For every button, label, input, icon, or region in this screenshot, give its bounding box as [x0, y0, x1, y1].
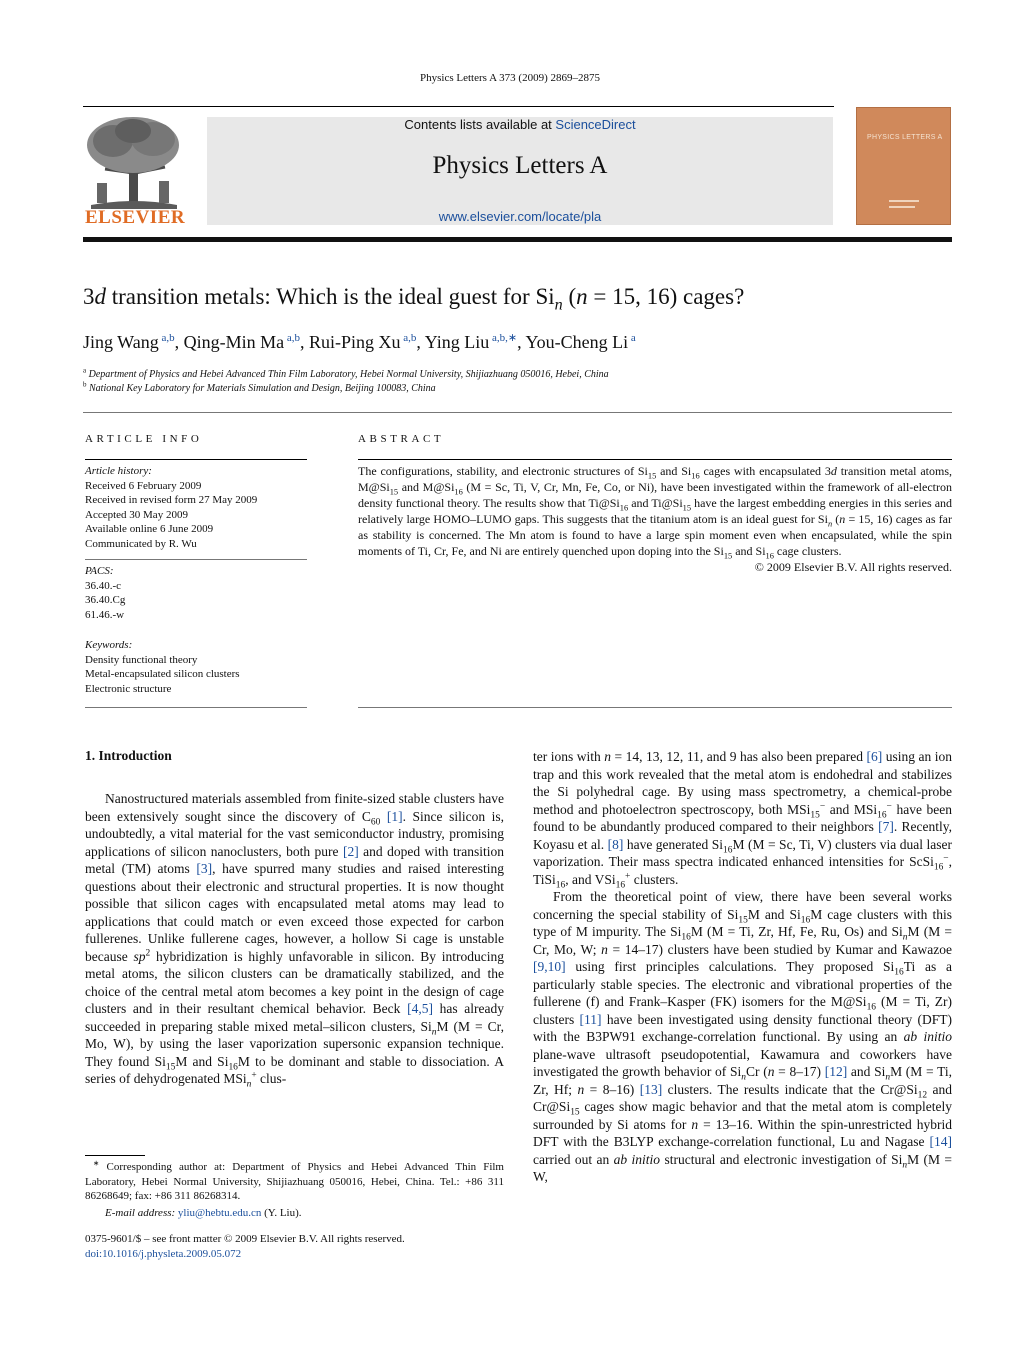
bottom-info [85, 1232, 405, 1261]
affiliation-a: $^a$ Department of Physics and Hebei Advanced Thin Film Laboratory, Hebei Normal University, Shijiazhuang 050016, Hebei, China [83, 366, 609, 380]
keywords-block [85, 638, 240, 696]
journal-citation: Physics Letters A 373 (2009) 2869–2875 [420, 72, 600, 84]
abstract-block [358, 463, 952, 575]
journal-url-link[interactable]: www.elsevier.com/locate/pla [438, 209, 602, 224]
section-heading: 1. Introduction [85, 748, 172, 763]
body-paragraph: From the theoretical point of view, there have been several works concerning the special stability of $Si_{15}M$ and $Si_{16}M$ cage clusters with this type of M impurity. The $Si_{16}M$ (M = Ti, Zr, Hf, Fe, Ru, Os) and $Si_nM$ (M = Cr, Mo, W; n = 14–17) clusters have been studied by Kumar and Kawazoe [9,10] using first principles calculations. They proposed $Si_{16}Ti$ as a particularly stable species. The electronic and vibrational properties of the fullerene (f) and Frank–Kasper (FK) isomers for the $M@Si_{16}$ (M = Ti, Zr) clusters [11] have been investigated using density functional theory (DFT) with the B3PW91 exchange-correlation functional. By using an ab initio plane-wave ultrasoft pseudopotential, Kawamura and coworkers have investigated the growth behavior of $Si_nCr$ (n = 8–17) [12] and $Si_nM$ (M = Ti, Zr, Hf; n = 8–16) [13] clusters. The results indicate that the $Cr@Si_{12}$ and $Cr@Si_{15}$ cages show magic behavior and that the metal atom is completely surrounded by Si atoms for n = 13–16. Within the spin-unrestricted hybrid DFT with the B3LYP exchange-correlation functional, Lu and Nagase [14] carried out an ab initio structural and electronic investigation of $Si_nM$ (M = W, [533, 889, 953, 1184]
cover-line-decoration [889, 200, 919, 202]
history-item: Available online 6 June 2009 [85, 523, 214, 535]
abstract-text: The configurations, stability, and electronic structures of $Si_{15}$ and $Si_{16}$ cages with encapsulated 3d transition metal atoms, $M@Si_{15}$ and $M@Si_{16}$ (M = Sc, Ti, V, Cr, Mn, Fe, Co, or Ni), have been investigated within the framework of all-electron density functional theory. The results show that $Ti@Si_{16}$ and $Ti@Si_{15}$ have the largest embedding energies in this series and relatively large HOMO–LUMO gaps. This suggests that the titanium atom is an ideal guest for $Si_n$ (n = 15, 16) cages as far as stability is concerned. The Mn atom is found to have a large spin moment even when encapsulated, while the spin moments of Ti, Cr, Fe, and Ni are entirely quenched upon doping into the $Si_{15}$ and $Si_{16}$ cage clusters. [358, 464, 953, 561]
reference-link[interactable]: [12] [824, 1064, 848, 1079]
email-link[interactable]: yliu@hebtu.edu.cn [177, 1206, 262, 1219]
email-label: E-mail address: [105, 1206, 176, 1219]
body-paragraph: ter ions with n = 14, 13, 12, 11, and 9 has also been prepared [6] using an ion trap and this work revealed that the metal atom is endohedral and stabilizes the Si polyhedral cage. By using mass spectrometry, a chemical-probe method and photoelectron spectroscopy, both MSi$_{15}$− and MSi$_{16}$− have been found to be abundantly produced compared to their neighbors [7]. Recently, Koyasu et al. [8] have generated $Si_{16}M$ (M = Sc, Ti, V) clusters via dual laser vaporization. Their mass spectra indicated enhanced intensities for ScSi$_{16}$−, TiSi$_{16}$, and VSi$_{16}$+ clusters. [533, 749, 953, 891]
corresponding-author-note: ∗ Corresponding author at: Department of Physics and Hebei Advanced Thin Film Laboratory, Hebei Normal University, Shijiazhuang 050016, Hebei, China. Tel.: +86 311 86268649; fax: +86 311 86268314. [85, 1158, 504, 1202]
abstract-bottom-rule [358, 707, 952, 708]
issn-line: 0375-9601/$ – see front matter © 2009 Elsevier B.V. All rights reserved. [85, 1233, 405, 1245]
history-item: Received 6 February 2009 [85, 479, 202, 492]
sciencedirect-link[interactable]: ScienceDirect [555, 117, 636, 132]
cover-title: PHYSICS LETTERS A [867, 134, 943, 141]
reference-link[interactable]: [4,5] [407, 1001, 433, 1016]
reference-link[interactable]: [14] [929, 1134, 952, 1149]
header-rule [83, 106, 834, 107]
history-item: Communicated by R. Wu [85, 537, 197, 550]
pacs-item: 36.40.-c [85, 579, 122, 592]
article-title: 3d transition metals: Which is the ideal guest for $Si_n$ (n = 15, 16) cages? [83, 284, 745, 314]
journal-cover-thumbnail[interactable] [856, 107, 951, 225]
article-history [85, 464, 257, 551]
article-info-rule [85, 459, 307, 460]
reference-link[interactable]: [8] [607, 836, 624, 852]
reference-link[interactable]: [9,10] [533, 959, 566, 974]
keyword-item: Metal-encapsulated silicon clusters [85, 668, 240, 680]
body-paragraph: Nanostructured materials assembled from finite-sized stable clusters have been extensively sought since the discovery of $C_{60}$ [1]. Since silicon is, undoubtedly, a vital material for the vast semiconductor industry, promising applications of silicon nanoclusters, both pure [2] and doped with transition metal (TM) atoms [3], have spurred many studies and raised interesting questions about their electronic and structural properties. It is now thought possible that silicon cages with encapsulated metal atoms may lead to applications that could match or even exceed those expected for carbon fullerenes. Unlike fullerene cages, however, a hollow Si cage is unstable because $sp^2$ hybridization is highly unfavorable in silicon. By introducing metal atoms, the silicon clusters can be dramatically stabilized, and the choice of the central metal atom becomes a key point in the design of cage clusters and in their resultant chemical behavior. Beck [4,5] has already succeeded in preparing stable mixed metal–silicon clusters, $Si_nM$ (M = Cr, Mo, W), by using the laser vaporization supersonic expansion technique. They found $Si_{15}M$ and $Si_{16}M$ to be dominant and stable to dissociation. A series of dehydrogenated MSi$_n$+ clus- [85, 791, 505, 1090]
footnote-rule [85, 1155, 145, 1156]
reference-link[interactable]: [11] [579, 1011, 602, 1027]
keyword-item: Electronic structure [85, 682, 172, 695]
article-info-heading: ARTICLE INFO [85, 433, 203, 445]
keywords-label: Keywords: [85, 639, 133, 651]
history-label: Article history: [85, 465, 152, 477]
reference-link[interactable]: [13] [639, 1081, 663, 1097]
abstract-copyright: © 2009 Elsevier B.V. All rights reserved. [754, 560, 952, 574]
contents-prefix: Contents lists available at [404, 117, 556, 132]
pacs-block [85, 564, 125, 622]
author-list: Jing Wang $^{a,b}$, Qing-Min Ma $^{a,b}$, Rui-Ping Xu $^{a,b}$, Ying Liu $^{a,b,∗}$, You-Cheng Li $^a$ [83, 332, 636, 352]
journal-name: Physics Letters A [432, 152, 608, 179]
reference-link[interactable]: [3] [196, 861, 213, 876]
reference-link[interactable]: [7] [878, 819, 894, 834]
body-left-column [85, 790, 504, 1088]
body-right-column [533, 748, 952, 1186]
pacs-item: 36.40.Cg [85, 594, 126, 606]
email-suffix: (Y. Liu). [261, 1206, 302, 1219]
pacs-label: PACS: [85, 565, 114, 577]
reference-link[interactable]: [6] [866, 749, 883, 764]
keyword-item: Density functional theory [85, 653, 198, 666]
abstract-rule [358, 459, 952, 460]
journal-url-line [207, 209, 833, 224]
history-rule [85, 559, 307, 560]
cover-line-decoration [889, 206, 915, 208]
reference-link[interactable]: [2] [342, 843, 359, 859]
affiliation-rule [83, 412, 952, 413]
pacs-item: 61.46.-w [85, 608, 125, 621]
article-info-bottom-rule [85, 707, 307, 708]
reference-link[interactable]: [1] [386, 808, 403, 824]
history-item: Received in revised form 27 May 2009 [85, 494, 258, 506]
email-line [85, 1206, 504, 1221]
publisher-wordmark: ELSEVIER [85, 207, 186, 228]
history-item: Accepted 30 May 2009 [85, 508, 188, 521]
contents-line [207, 117, 833, 132]
doi-link[interactable]: doi:10.1016/j.physleta.2009.05.072 [85, 1247, 242, 1260]
affiliation-b: $^b$ National Key Laboratory for Materials Simulation and Design, Beijing 100083, China [83, 380, 436, 394]
header-thick-rule [83, 237, 952, 242]
footnote-block [85, 1160, 504, 1220]
abstract-heading: ABSTRACT [358, 433, 445, 445]
